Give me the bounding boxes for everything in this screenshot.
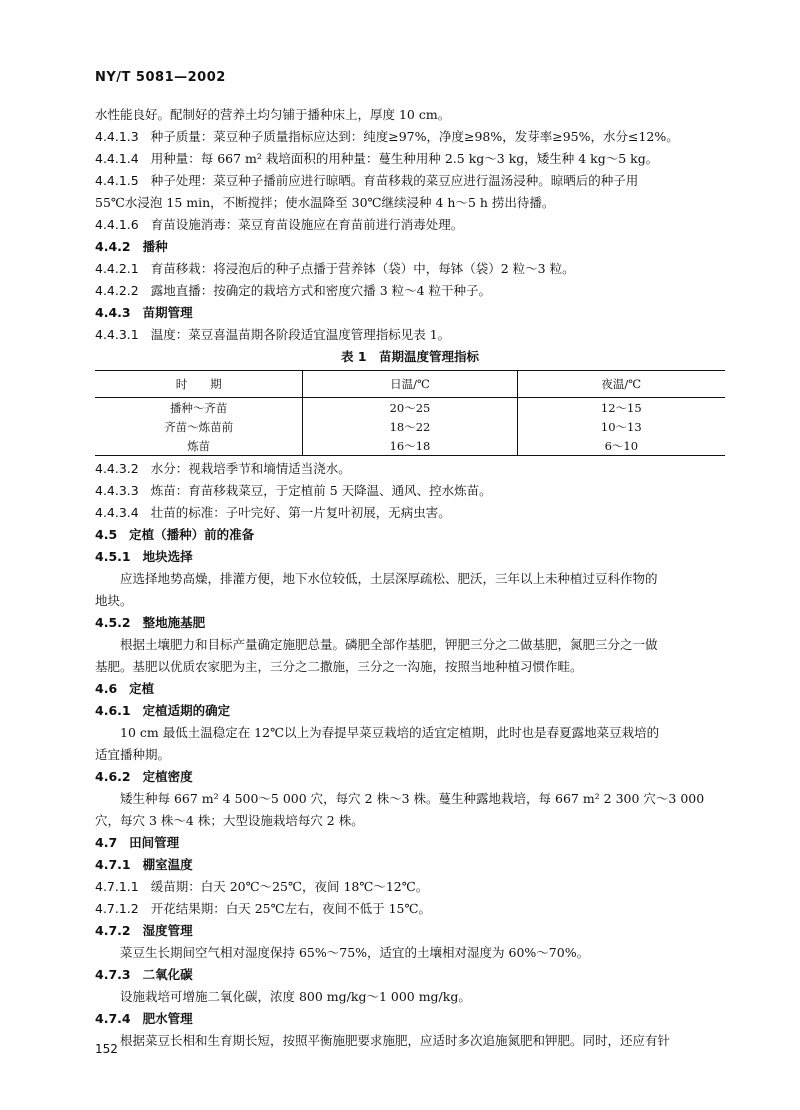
line-text: 水分：视栽培季节和墒情适当浇水。	[150, 461, 351, 476]
body-line	[95, 876, 725, 898]
page-number: 152	[95, 1042, 118, 1056]
line-text: 露地直播：按确定的栽培方式和密度穴播 3 粒～4 粒干种子。	[150, 283, 492, 298]
line-text: 菜豆生长期间空气相对湿度保持 65%～75%，适宜的土壤相对湿度为 60%～70%。	[120, 945, 590, 960]
heading-text: 定植（播种）前的准备	[129, 527, 255, 542]
section-heading	[95, 302, 725, 324]
table-cell: 18～22	[303, 417, 517, 436]
section-heading	[95, 964, 725, 986]
line-text: 育苗移栽：将浸泡后的种子点播于营养钵（袋）中，每钵（袋）2 粒～3 粒。	[150, 261, 575, 276]
table-header-row	[95, 371, 725, 398]
section-heading	[95, 236, 725, 258]
body-line	[95, 280, 725, 302]
line-text: 矮生种每 667 m² 4 500～5 000 穴，每穴 2 株～3 株。蔓生种露地栽培，每 667 m² 2 300 穴～3 000	[120, 791, 705, 806]
clause-number: 4.4.3.2	[95, 461, 139, 476]
clause-number: 4.7.1	[95, 857, 131, 872]
section-heading	[95, 524, 725, 546]
clause-number: 4.4.3.4	[95, 505, 139, 520]
table-cell: 6～10	[517, 436, 725, 456]
body-line	[95, 1030, 725, 1052]
heading-text: 播种	[142, 239, 168, 254]
body-line	[95, 148, 725, 170]
body-line	[95, 324, 725, 346]
heading-text: 二氧化碳	[142, 967, 193, 982]
heading-text: 苗期管理	[142, 305, 193, 320]
line-text: 水性能良好。配制好的营养土均匀铺于播种床上，厚度 10 cm。	[95, 107, 451, 122]
body-line	[95, 810, 725, 832]
clause-number: 4.4.1.4	[95, 151, 139, 166]
body-line	[95, 258, 725, 280]
body-line	[95, 502, 725, 524]
clause-number: 4.7.4	[95, 1011, 131, 1026]
table-cell: 16～18	[303, 436, 517, 456]
body-line	[95, 722, 725, 744]
heading-text: 肥水管理	[142, 1011, 193, 1026]
heading-text: 定植	[129, 681, 155, 696]
section-heading	[95, 920, 725, 942]
heading-text: 湿度管理	[142, 923, 193, 938]
body-line	[95, 634, 725, 656]
body-line	[95, 480, 725, 502]
document-body	[95, 104, 725, 1052]
heading-text: 定植密度	[142, 769, 193, 784]
line-text: 缓苗期：白天 20℃～25℃，夜间 18℃～12℃。	[150, 879, 429, 894]
table-cell: 10～13	[517, 417, 725, 436]
body-line	[95, 656, 725, 678]
line-text: 温度：菜豆喜温苗期各阶段适宜温度管理指标见表 1。	[150, 327, 451, 342]
temperature-table	[95, 370, 725, 456]
standard-code: NY/T 5081—2002	[95, 70, 226, 85]
table-header-cell: 夜温/℃	[517, 371, 725, 398]
table-row	[95, 436, 725, 456]
heading-text: 定植适期的确定	[142, 703, 231, 718]
body-line	[95, 788, 725, 810]
clause-number: 4.4.3.1	[95, 327, 139, 342]
heading-text: 田间管理	[129, 835, 180, 850]
line-text: 55℃水浸泡 15 min，不断搅拌；使水温降至 30℃继续浸种 4 h～5 h 捞出待播。	[95, 195, 555, 210]
heading-text: 地块选择	[142, 549, 193, 564]
body-line	[95, 192, 725, 214]
body-line	[95, 986, 725, 1008]
clause-number: 4.4.2.2	[95, 283, 139, 298]
clause-number: 4.4.1.3	[95, 129, 139, 144]
table-cell: 20～25	[303, 398, 517, 418]
clause-number: 4.7	[95, 835, 118, 850]
line-text: 穴，每穴 3 株～4 株；大型设施栽培每穴 2 株。	[95, 813, 364, 828]
table-cell: 12～15	[517, 398, 725, 418]
body-line	[95, 170, 725, 192]
table-row	[95, 417, 725, 436]
body-line	[95, 744, 725, 766]
section-heading	[95, 678, 725, 700]
clause-number: 4.4.2.1	[95, 261, 139, 276]
line-text: 壮苗的标准：子叶完好、第一片复叶初展，无病虫害。	[150, 505, 451, 520]
clause-number: 4.4.3.3	[95, 483, 139, 498]
body-line	[95, 104, 725, 126]
body-section-top	[95, 104, 725, 346]
line-text: 应选择地势高燥，排灌方便，地下水位较低，土层深厚疏松、肥沃，三年以上未种植过豆科作物的	[120, 571, 658, 586]
line-text: 基肥。基肥以优质农家肥为主，三分之二撒施，三分之一沟施，按照当地种植习惯作畦。	[95, 659, 583, 674]
section-heading	[95, 700, 725, 722]
line-text: 炼苗：育苗移栽菜豆，于定植前 5 天降温、通风、控水炼苗。	[150, 483, 492, 498]
table-cell: 播种～齐苗	[169, 400, 228, 415]
clause-number: 4.5	[95, 527, 118, 542]
clause-number: 4.6.1	[95, 703, 131, 718]
section-heading	[95, 832, 725, 854]
heading-text: 棚室温度	[142, 857, 193, 872]
line-text: 适宜播种期。	[95, 747, 171, 762]
line-text: 地块。	[95, 593, 133, 608]
clause-number: 4.4.1.5	[95, 173, 139, 188]
line-text: 根据土壤肥力和目标产量确定施肥总量。磷肥全部作基肥，钾肥三分之二做基肥，氮肥三分之一做	[120, 637, 658, 652]
body-line	[95, 568, 725, 590]
section-heading	[95, 1008, 725, 1030]
clause-number: 4.6.2	[95, 769, 131, 784]
clause-number: 4.6	[95, 681, 118, 696]
table-cell: 炼苗	[95, 436, 303, 456]
body-line	[95, 590, 725, 612]
table-row	[95, 398, 725, 418]
line-text: 开花结果期：白天 25℃左右，夜间不低于 15℃。	[150, 901, 431, 916]
section-heading	[95, 766, 725, 788]
table-header-cell: 时 期	[95, 371, 303, 398]
table-cell: 齐苗～炼苗前	[164, 419, 234, 434]
line-text: 育苗设施消毒：菜豆育苗设施应在育苗前进行消毒处理。	[150, 217, 464, 232]
body-line	[95, 458, 725, 480]
body-line	[95, 214, 725, 236]
section-heading	[95, 612, 725, 634]
line-text: 用种量：每 667 m² 栽培面积的用种量：蔓生种用种 2.5 kg～3 kg，矮生种 4 kg～5 kg。	[150, 151, 659, 166]
clause-number: 4.7.1.2	[95, 901, 139, 916]
table-title: 表 1 苗期温度管理指标	[340, 349, 480, 364]
clause-number: 4.4.3	[95, 305, 131, 320]
section-heading	[95, 854, 725, 876]
section-heading	[95, 546, 725, 568]
line-text: 根据菜豆长相和生育期长短，按照平衡施肥要求施肥，应适时多次追施氮肥和钾肥。同时，还应有针	[120, 1033, 671, 1048]
clause-number: 4.7.2	[95, 923, 131, 938]
line-text: 种子处理：菜豆种子播前应进行晾晒。育苗移栽的菜豆应进行温汤浸种。晾晒后的种子用	[150, 173, 639, 188]
clause-number: 4.4.2	[95, 239, 131, 254]
line-text: 10 cm 最低土温稳定在 12℃以上为春提早菜豆栽培的适宜定植期，此时也是春夏露地菜豆栽培的	[120, 725, 660, 740]
body-line	[95, 942, 725, 964]
clause-number: 4.4.1.6	[95, 217, 139, 232]
body-line	[95, 898, 725, 920]
clause-number: 4.5.1	[95, 549, 131, 564]
line-text: 种子质量：菜豆种子质量指标应达到：纯度≥97%，净度≥98%，发芽率≥95%，水分≤12%。	[150, 129, 679, 144]
heading-text: 整地施基肥	[142, 615, 206, 630]
table-header-cell: 日温/℃	[303, 371, 517, 398]
clause-number: 4.7.3	[95, 967, 131, 982]
clause-number: 4.7.1.1	[95, 879, 139, 894]
body-section-bottom	[95, 458, 725, 1052]
body-line	[95, 126, 725, 148]
line-text: 设施栽培可增施二氧化碳，浓度 800 mg/kg～1 000 mg/kg。	[120, 989, 471, 1004]
clause-number: 4.5.2	[95, 615, 131, 630]
